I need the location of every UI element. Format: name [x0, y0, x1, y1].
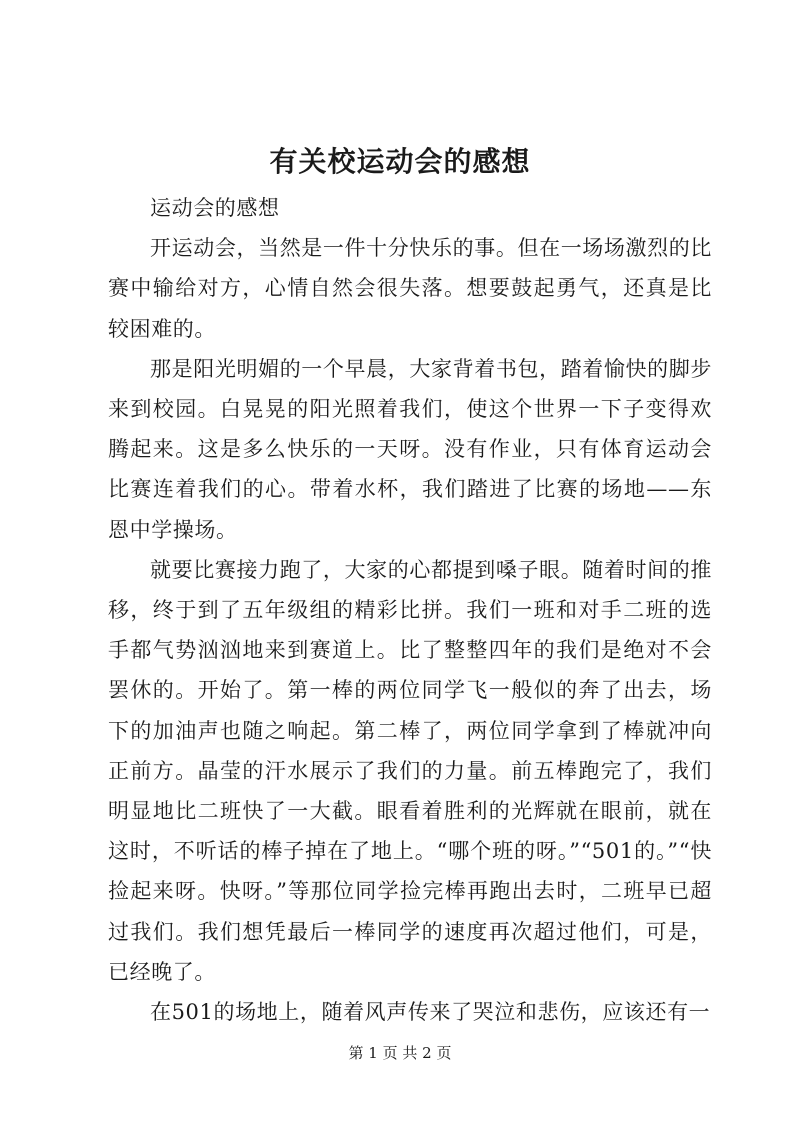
paragraph-1: 开运动会，当然是一件十分快乐的事。但在一场场激烈的比赛中输给对方，心情自然会很失落。想要鼓起勇气，还真是比较困难的。 [108, 236, 712, 341]
paragraph-4: 在501的场地上，随着风声传来了哭泣和悲伤，应该还有一 [150, 1000, 711, 1025]
document-body [108, 188, 712, 1032]
document-subheading: 运动会的感想 [150, 196, 280, 220]
paragraph-2: 那是阳光明媚的一个早晨，大家背着书包，踏着愉快的脚步来到校园。白晃晃的阳光照着我们，使这个世界一下子变得欢腾起来。这是多么快乐的一天呀。没有作业，只有体育运动会比赛连着我们的心。带着水杯，我们踏进了比赛的场地——东恩中学操场。 [108, 356, 712, 542]
paragraph-3: 就要比赛接力跑了，大家的心都提到嗓子眼。随着时间的推移，终于到了五年级组的精彩比拼。我们一班和对手二班的选手都气势汹汹地来到赛道上。比了整整四年的我们是绝对不会罢休的。开始了。第一棒的两位同学飞一般似的奔了出去，场下的加油声也随之响起。第二棒了，两位同学拿到了棒就冲向正前方。晶莹的汗水展示了我们的力量。前五棒跑完了，我们明显地比二班快了一大截。眼看着胜利的光辉就在眼前，就在这时，不听话的棒子掉在了地上。“哪个班的呀。”“501的。”“快捡起来呀。快呀。”等那位同学捡完棒再跑出去时，二班早已超过我们。我们想凭最后一棒同学的速度再次超过他们，可是，已经晚了。 [108, 557, 712, 984]
page-number-footer: 第 1 页 共 2 页 [348, 1044, 452, 1062]
document-title: 有关校运动会的感想 [269, 145, 531, 178]
